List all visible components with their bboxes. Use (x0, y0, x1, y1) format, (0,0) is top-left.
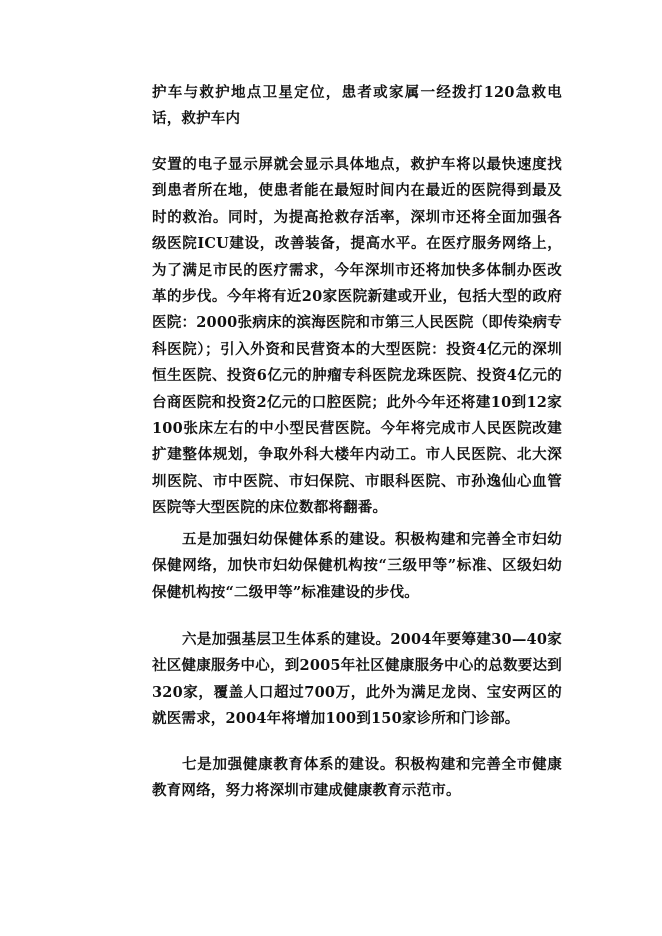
paragraph-primary-health: 六是加强基层卫生体系的建设。2004年要筹建30—40家社区健康服务中心，到2005年社区健康服务中心的总数要达到320家，覆盖人口超过700万，此外为满足龙岗、宝安两区的就医需求，2004年将增加100到150家诊所和门诊部。 (152, 631, 562, 728)
paragraph-health-education: 七是加强健康教育体系的建设。积极构建和完善全市健康教育网络，努力将深圳市建成健康教育示范市。 (152, 756, 562, 800)
paragraph-ambulance-gps: 护车与救护地点卫星定位，患者或家属一经拨打120急救电话，救护车内 (152, 84, 562, 128)
paragraph-maternal-child-health: 五是加强妇幼保健体系的建设。积极构建和完善全市妇幼保健网络，加快市妇幼保健机构按“三级甲等”标准、区级妇幼保健机构按“二级甲等”标准建设的步伐。 (152, 531, 562, 601)
paragraph-hospital-construction: 安置的电子显示屏就会显示具体地点，救护车将以最快速度找到患者所在地，使患者能在最短时间内在最近的医院得到最及时的救治。同时，为提高抢救存活率，深圳市还将全面加强各级医院ICU建设，改善装备，提高水平。在医疗服务网络上，为了满足市民的医疗需求，今年深圳市还将加快多体制办医改革的步伐。今年将有近20家医院新建或开业，包括大型的政府医院：2000张病床的滨海医院和市第三人民医院（即传染病专科医院）；引入外资和民营资本的大型医院：投资4亿元的深圳恒生医院、投资6亿元的肿瘤专科医院龙珠医院、投资4亿元的台商医院和投资2亿元的口腔医院；此外今年还将建10到12家100张床左右的中小型民营医院。今年将完成市人民医院改建扩建整体规划，争取外科大楼年内动工。市人民医院、北大深圳医院、市中医院、市妇保院、市眼科医院、市孙逸仙心血管医院等大型医院的床位数都将翻番。 (152, 156, 562, 517)
